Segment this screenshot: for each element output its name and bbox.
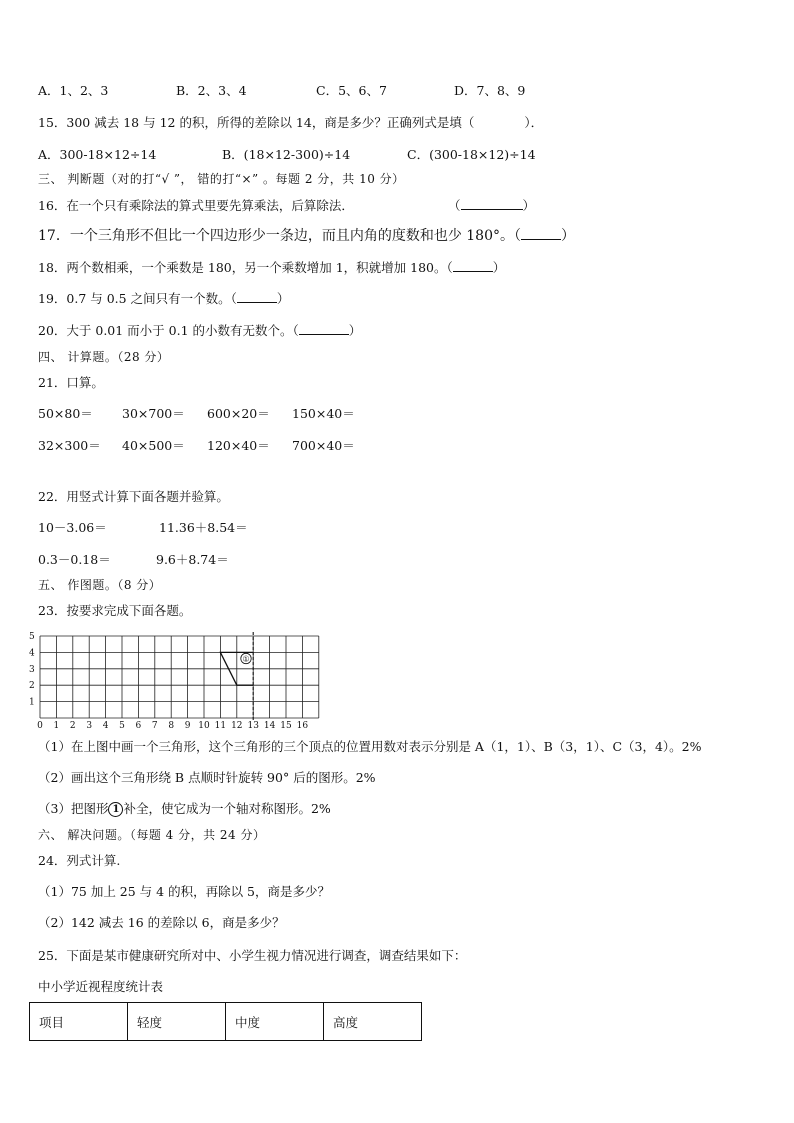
section-4-heading: 四、 计算题。（28 分） xyxy=(38,350,170,364)
x-label: 4 xyxy=(102,721,109,730)
q24-sub1: （1）75 加上 25 与 4 的积，再除以 5，商是多少？ xyxy=(38,884,331,899)
q18: 18．两个数相乘，一个乘数是 180，另一个乘数增加 1，积就增加 180。（ ） xyxy=(38,260,506,275)
x-label: 7 xyxy=(151,721,158,730)
q19-text: 19．0.7 与 0.5 之间只有一个数。（ xyxy=(38,291,237,306)
myopia-stats-table xyxy=(29,1002,422,1041)
figure-1-mark: 1 xyxy=(108,802,123,817)
grid-lines xyxy=(40,636,319,718)
q17-blank[interactable] xyxy=(521,228,561,240)
y-label: 1 xyxy=(29,697,35,708)
q21-item: 32×300＝ xyxy=(38,438,101,453)
x-label: 11 xyxy=(214,721,227,730)
q18-text: 18．两个数相乘，一个乘数是 180，另一个乘数增加 1，积就增加 180。（ xyxy=(38,260,453,275)
q16-blank[interactable] xyxy=(461,198,523,210)
q14-option-c: C．5、6、7 xyxy=(316,83,387,98)
q16 xyxy=(38,198,354,214)
q19-blank[interactable] xyxy=(237,291,277,303)
q14-option-d: D．7、8、9 xyxy=(454,83,526,98)
q23-sub3-post: 补全，使它成为一个轴对称图形。2% xyxy=(123,801,331,816)
q21-item: 40×500＝ xyxy=(122,438,185,453)
q23-sub3-pre: （3）把图形 xyxy=(38,801,109,816)
figure-1-label: ① xyxy=(242,654,250,664)
q18-blank[interactable] xyxy=(453,260,493,272)
x-label: 13 xyxy=(247,721,259,730)
x-label: 9 xyxy=(184,721,191,730)
q14-option-a: A．1、2、3 xyxy=(38,83,109,98)
x-label: 1 xyxy=(53,721,60,730)
grid-y-labels xyxy=(29,632,35,708)
y-label: 2 xyxy=(29,681,35,692)
q20: 20．大于 0.01 而小于 0.1 的小数有无数个。（ ） xyxy=(38,323,362,338)
q15-stem-end: ）． xyxy=(524,115,544,130)
table-header-cell: 轻度 xyxy=(128,1003,226,1041)
table-header-cell: 中度 xyxy=(226,1003,324,1041)
section-3-heading: 三、 判断题（对的打“√ ”， 错的打“×” 。每题 2 分，共 10 分） xyxy=(38,172,405,186)
x-label: 2 xyxy=(69,721,76,730)
y-label: 5 xyxy=(29,632,35,642)
q15-stem xyxy=(38,115,543,131)
q17-text: 17．一个三角形不但比一个四边形少一条边，而且内角的度数和也少 180°。（ xyxy=(38,228,521,244)
x-label: 6 xyxy=(135,721,142,730)
y-label: 4 xyxy=(29,648,35,659)
x-label: 15 xyxy=(280,721,292,730)
q22-item: 0.3－0.18＝ xyxy=(38,552,111,567)
section-5-heading: 五、 作图题。（8 分） xyxy=(38,578,162,592)
q23-title: 23．按要求完成下面各题。 xyxy=(38,603,192,618)
q22-item: 11.36＋8.54＝ xyxy=(159,520,248,535)
x-label: 12 xyxy=(231,721,243,730)
q24-sub2: （2）142 减去 16 的差除以 6，商是多少？ xyxy=(38,915,285,930)
q21-item: 600×20＝ xyxy=(207,406,270,421)
x-label: 16 xyxy=(296,721,309,730)
x-label: 10 xyxy=(198,721,210,730)
table-row xyxy=(30,1003,422,1041)
table-header-cell: 高度 xyxy=(324,1003,422,1041)
q21-item: 120×40＝ xyxy=(207,438,270,453)
grid-x-labels xyxy=(37,721,308,730)
q21-item: 30×700＝ xyxy=(122,406,185,421)
q15-option-b: B．(18×12-300)÷14 xyxy=(222,147,351,162)
q19: 19．0.7 与 0.5 之间只有一个数。（ ） xyxy=(38,291,290,306)
q21-title: 21．口算。 xyxy=(38,375,104,390)
q16-answer: （ ） xyxy=(448,198,536,213)
coordinate-grid[interactable] xyxy=(28,628,328,730)
q25-text: 25．下面是某市健康研究所对中、小学生视力情况进行调查，调查结果如下： xyxy=(38,948,467,963)
q25-table-title: 中小学近视程度统计表 xyxy=(38,979,164,994)
q23-sub3 xyxy=(38,801,331,817)
q23-sub1: （1）在上图中画一个三角形，这个三角形的三个顶点的位置用数对表示分别是 A（1，1）、B（3，1）、C（3，4）。2% xyxy=(38,739,702,754)
q23-sub2: （2）画出这个三角形绕 B 点顺时针旋转 90° 后的图形。2% xyxy=(38,770,376,785)
q16-text: 16．在一个只有乘除法的算式里要先算乘法，后算除法． xyxy=(38,198,354,213)
q17: 17．一个三角形不但比一个四边形少一条边，而且内角的度数和也少 180°。（ ） xyxy=(38,228,575,244)
q21-item: 700×40＝ xyxy=(292,438,355,453)
q21-item: 50×80＝ xyxy=(38,406,93,421)
q21-item: 150×40＝ xyxy=(292,406,355,421)
q22-item: 9.6＋8.74＝ xyxy=(156,552,229,567)
q24-title: 24．列式计算. xyxy=(38,853,121,868)
q14-option-b: B．2、3、4 xyxy=(176,83,247,98)
x-label: 5 xyxy=(119,721,125,730)
table-header-cell: 项目 xyxy=(30,1003,128,1041)
q15-option-a: A．300-18×12÷14 xyxy=(38,147,157,162)
x-label: 0 xyxy=(37,721,43,730)
x-label: 3 xyxy=(86,721,93,730)
q22-title: 22．用竖式计算下面各题并验算。 xyxy=(38,489,229,504)
q20-blank[interactable] xyxy=(299,323,349,335)
q20-text: 20．大于 0.01 而小于 0.1 的小数有无数个。（ xyxy=(38,323,299,338)
q15-stem-text: 15．300 减去 18 与 12 的积，所得的差除以 14，商是多少？正确列式是填（ xyxy=(38,115,475,130)
q15-option-c: C．(300-18×12)÷14 xyxy=(407,147,536,162)
q22-item: 10－3.06＝ xyxy=(38,520,107,535)
section-6-heading: 六、 解决问题。（每题 4 分，共 24 分） xyxy=(38,828,266,842)
y-label: 3 xyxy=(29,664,35,675)
x-label: 8 xyxy=(168,721,175,730)
x-label: 14 xyxy=(263,721,276,730)
